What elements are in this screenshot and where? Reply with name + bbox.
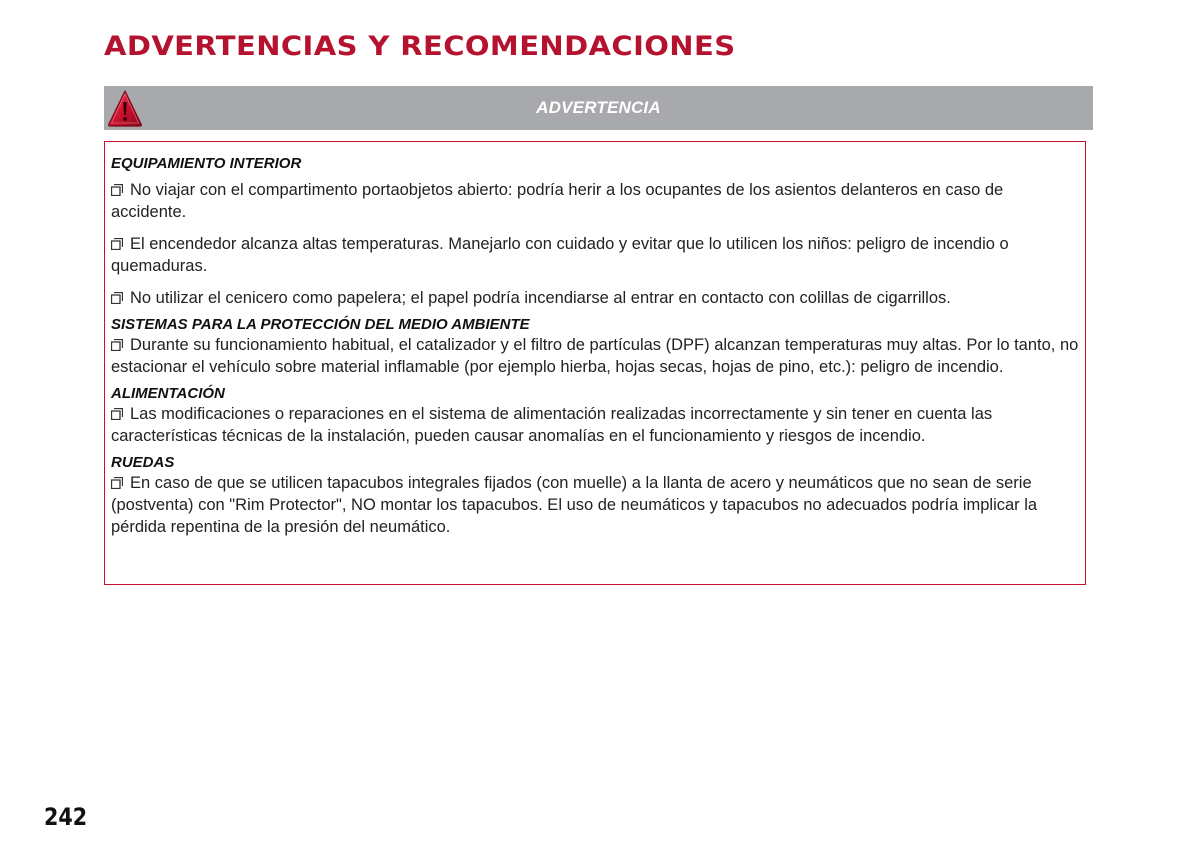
- list-item-text: Durante su funcionamiento habitual, el catalizador y el filtro de partículas (DPF) alcanzan temperaturas muy altas. Por lo tanto, no estacionar el vehículo sobre material inflamable (por ejemplo hierba, hojas secas, hojas de pino, etc.): peligro de incendio.: [111, 336, 1079, 376]
- checkbox-bullet-icon: [111, 408, 123, 420]
- section-ruedas: [111, 453, 1085, 538]
- list-item-text: Las modificaciones o reparaciones en el sistema de alimentación realizadas incorrectamente y sin tener en cuenta las características técnicas de la instalación, pueden causar anomalías en el funcionamiento y riesgos de incendio.: [111, 405, 993, 445]
- list-item: [111, 403, 1085, 447]
- section-heading: RUEDAS: [111, 454, 175, 471]
- section-alimentacion: [111, 384, 1085, 447]
- checkbox-bullet-icon: [111, 238, 123, 250]
- section-equipamiento-interior: [111, 154, 1085, 309]
- section-heading: ALIMENTACIÓN: [111, 385, 225, 402]
- checkbox-bullet-icon: [111, 339, 123, 351]
- list-item-text: No viajar con el compartimento portaobjetos abierto: podría herir a los ocupantes de los asientos delanteros en caso de accidente.: [111, 181, 1004, 221]
- page-title: ADVERTENCIAS Y RECOMENDACIONES: [104, 30, 736, 62]
- section-heading: EQUIPAMIENTO INTERIOR: [111, 155, 302, 172]
- list-item-text: No utilizar el cenicero como papelera; el papel podría incendiarse al entrar en contacto con colillas de cigarrillos.: [130, 289, 951, 307]
- list-item: [111, 472, 1085, 538]
- checkbox-bullet-icon: [111, 292, 123, 304]
- list-item: [111, 287, 1085, 309]
- section-medio-ambiente: [111, 315, 1085, 378]
- list-item: [111, 179, 1085, 223]
- list-item: [111, 334, 1085, 378]
- list-item-text: En caso de que se utilicen tapacubos integrales fijados (con muelle) a la llanta de acero y neumáticos que no sean de serie (postventa) con "Rim Protector", NO montar los tapacubos. El uso de neumáticos y tapacubos no adecuados podría implicar la pérdida repentina de la presión del neumático.: [111, 474, 1038, 536]
- section-heading: SISTEMAS PARA LA PROTECCIÓN DEL MEDIO AMBIENTE: [111, 316, 530, 333]
- list-item-text: El encendedor alcanza altas temperaturas. Manejarlo con cuidado y evitar que lo utilicen los niños: peligro de incendio o quemaduras.: [111, 235, 1009, 275]
- warning-box: [104, 141, 1086, 585]
- warning-header: [104, 86, 1093, 130]
- checkbox-bullet-icon: [111, 184, 123, 196]
- warning-header-title: ADVERTENCIA: [536, 98, 661, 117]
- page-number: 242: [44, 803, 88, 831]
- checkbox-bullet-icon: [111, 477, 123, 489]
- list-item: [111, 233, 1085, 277]
